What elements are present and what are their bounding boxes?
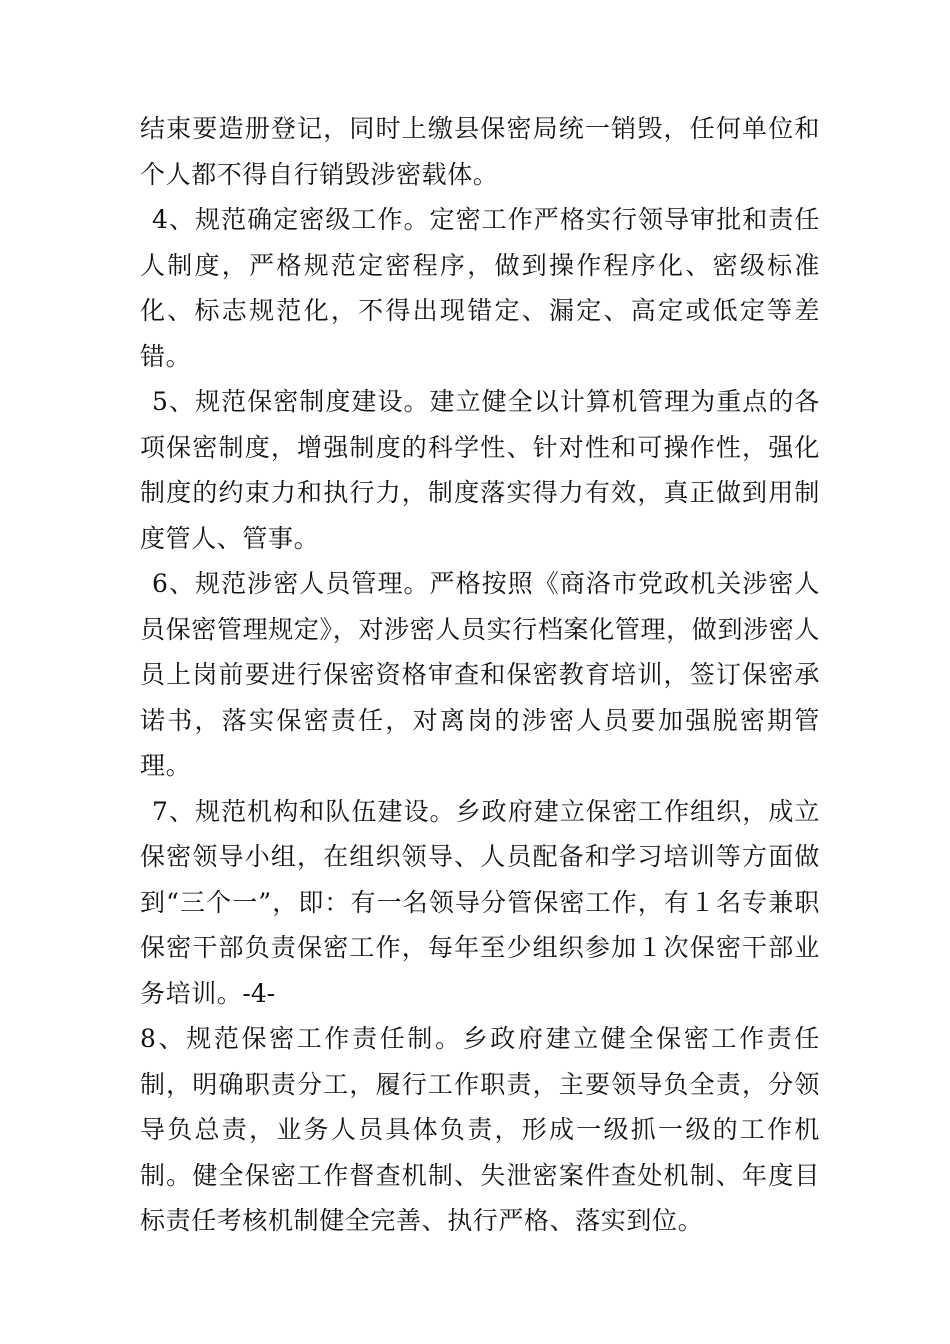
paragraph-item-5: 5、规范保密制度建设。建立健全以计算机管理为重点的各项保密制度，增强制度的科学性、针对性和可操作性，强化制度的约束力和执行力，制度落实得力有效，真正做到用制度管人、管事。 bbox=[140, 387, 820, 553]
paragraph-item-8: 8、规范保密工作责任制。乡政府建立健全保密工作责任制，明确职责分工，履行工作职责，主要领导负全责，分领导负总责，业务人员具体负责，形成一级抓一级的工作机制。健全保密工作督查机制、失泄密案件查处机制、年度目标责任考核机制健全完善、执行严格、落实到位。 bbox=[140, 1024, 820, 1235]
paragraph-continuation: 结束要造册登记，同时上缴县保密局统一销毁，任何单位和个人都不得自行销毁涉密载体。 bbox=[140, 114, 820, 189]
paragraph-item-6: 6、规范涉密人员管理。严格按照《商洛市党政机关涉密人员保密管理规定》，对涉密人员实行档案化管理，做到涉密人员上岗前要进行保密资格审查和保密教育培训，签订保密承诺书，落实保密责任，对离岗的涉密人员要加强脱密期管理。 bbox=[140, 569, 820, 780]
document-body bbox=[140, 106, 820, 1244]
paragraph-item-4: 4、规范确定密级工作。定密工作严格实行领导审批和责任人制度，严格规范定密程序，做到操作程序化、密级标准化、标志规范化，不得出现错定、漏定、高定或低定等差错。 bbox=[140, 205, 820, 371]
paragraph-item-7 bbox=[140, 789, 820, 1017]
page-number: -4- bbox=[242, 978, 276, 1008]
paragraph-item-7-text: 7、规范机构和队伍建设。乡政府建立保密工作组织，成立保密领导小组，在组织领导、人员配备和学习培训等方面做到“三个一”，即：有一名领导分管保密工作，有１名专兼职保密干部负责保密工作，每年至少组织参加１次保密干部业务培训。 bbox=[140, 796, 820, 1008]
